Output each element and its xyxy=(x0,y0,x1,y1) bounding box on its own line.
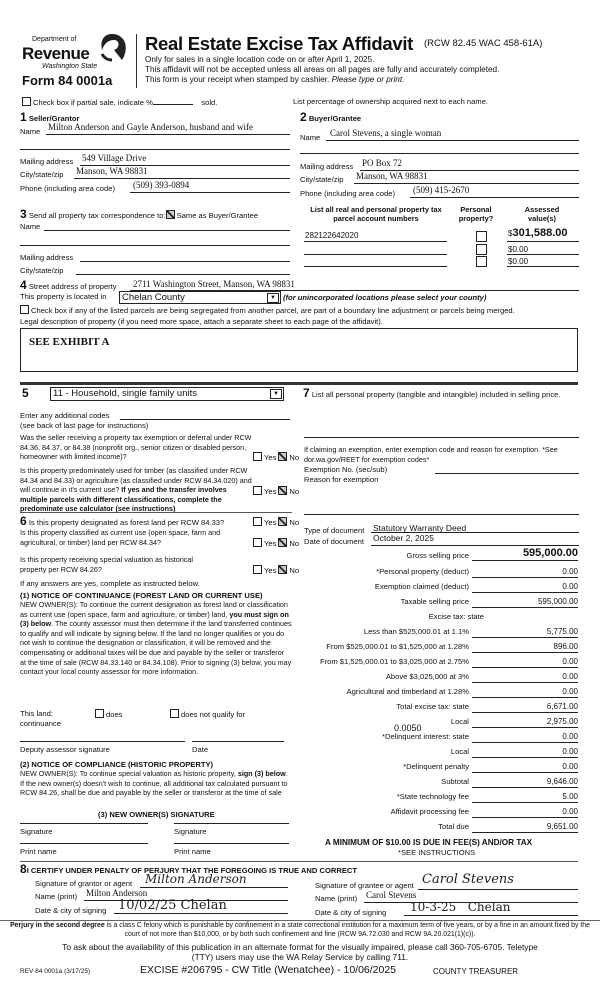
no-label: No xyxy=(289,518,300,527)
tax-row-value[interactable]: 0.00 xyxy=(472,657,578,668)
buyer-city-label: City/state/zip xyxy=(300,175,344,184)
s5-q2-text: Is this property predominately used for timber (as classified under RCW 84.34 and 84.33) or agriculture (as classified under RCW 84.34.020) and will continue in it's current use? xyxy=(20,466,252,495)
section-5-number: 5 xyxy=(22,386,29,400)
yes-label: Yes xyxy=(264,453,277,462)
seller-city-label: City/state/zip xyxy=(20,170,64,179)
notice1-b: you must sign on (3) below xyxy=(20,609,289,629)
tax-row xyxy=(300,702,584,714)
no-label: No xyxy=(289,539,300,548)
tax-row-value[interactable]: 0.00 xyxy=(472,747,578,758)
tax-row xyxy=(300,732,584,744)
reason-label: Reason for exemption xyxy=(304,475,379,484)
tax-row xyxy=(300,792,584,804)
type-or-print-note: Please type or print. xyxy=(331,75,405,84)
checkbox-box[interactable] xyxy=(476,231,487,242)
tax-row-label: Local xyxy=(450,717,469,726)
codes-note: (see back of last page for instructions) xyxy=(20,421,149,430)
tax-row-value[interactable]: 5.00 xyxy=(472,792,578,803)
corr-name-line[interactable] xyxy=(44,230,290,231)
section-number: 2 xyxy=(300,110,307,124)
does-not-option[interactable] xyxy=(170,709,245,719)
tax-row-value[interactable]: 0.00 xyxy=(472,687,578,698)
print-name-label-1: Print name xyxy=(20,847,57,856)
receipt-note: This form is your receipt when stamped by cashier. xyxy=(145,75,330,84)
gross-value[interactable]: 595,000.00 xyxy=(472,547,578,561)
buyer-heading-label: Buyer/Grantee xyxy=(308,114,362,123)
parcel-line xyxy=(304,266,447,267)
tax-row-value[interactable]: 0.00 xyxy=(472,807,578,818)
no-checkbox[interactable] xyxy=(278,452,287,461)
corr-mailing-label: Mailing address xyxy=(20,253,74,262)
parcel-number[interactable]: 282122642020 xyxy=(305,231,359,240)
county-treasurer: COUNTY TREASURER xyxy=(433,967,519,976)
tax-row-label: Total excise tax: state xyxy=(396,702,469,711)
deputy-date-label: Date xyxy=(192,745,209,754)
corr-name-label: Name xyxy=(20,222,41,231)
segregated-label: Check box if any of the listed parcels are being segregated from another parcel, are part of a boundary line adjustment or parcels being merged. xyxy=(31,306,515,315)
grantor-signature[interactable]: Milton Anderson xyxy=(145,872,247,886)
grantee-sig-line xyxy=(418,889,578,890)
tax-row-value[interactable]: 6,671.00 xyxy=(472,702,578,713)
same-as-buyer-checkbox[interactable] xyxy=(166,210,175,219)
grantor-date[interactable]: 10/02/25 Chelan xyxy=(118,898,227,913)
grantee-date-line xyxy=(404,915,578,916)
seller-name-label: Name xyxy=(20,127,41,136)
notice2-text xyxy=(20,769,292,798)
yes-label: Yes xyxy=(264,566,277,575)
this-land-label: This land: xyxy=(20,709,53,718)
legal-label: Legal description of property (if you need more space, attach a separate sheet to each page of the affidavit). xyxy=(20,317,383,326)
no-checkbox[interactable] xyxy=(278,538,287,547)
tax-row-value[interactable]: 0.00 xyxy=(472,567,578,578)
form-number: Form 84 0001a xyxy=(22,73,113,88)
notice2-title: (2) NOTICE OF COMPLIANCE (HISTORIC PROPERTY) xyxy=(20,760,214,769)
seller-mailing-field[interactable]: 549 Village Drive xyxy=(82,153,147,163)
s5-q1: Was the seller receiving a property tax exemption or deferral under RCW 84.36, 84.37, or 84.38 (nonprofit org., senior citizen or disabled person, homeowner with limited income)? xyxy=(20,433,252,462)
s6-q1-text: Is this property designated as forest land per RCW 84.33? xyxy=(28,518,225,527)
exemption-no-line[interactable] xyxy=(435,473,579,474)
tax-row-label: Above $3,025,000 at 3% xyxy=(385,672,469,681)
buyer-phone-label: Phone (including area code) xyxy=(300,189,395,198)
doc-date-label: Date of document xyxy=(304,537,364,546)
form-title-ref: (RCW 82.45 WAC 458-61A) xyxy=(424,38,543,49)
partial-sale-percent[interactable] xyxy=(153,104,193,105)
tax-row xyxy=(300,612,584,624)
tax-row-label: From $1,525,000.01 to $3,025,000 at 2.75% xyxy=(319,657,469,666)
tax-row-value[interactable]: 0.00 xyxy=(472,582,578,593)
s6-q3-answer[interactable] xyxy=(253,565,299,575)
deputy-date-line[interactable] xyxy=(192,741,284,742)
section-number: 8 xyxy=(20,862,27,876)
tax-row xyxy=(300,807,584,819)
section-number: 3 xyxy=(20,207,27,221)
personal-property-checkbox[interactable] xyxy=(476,256,489,268)
seller-name-field[interactable]: Milton Anderson and Gayle Anderson, husband and wife xyxy=(48,122,253,132)
section-number: 1 xyxy=(20,110,27,124)
segregated-option[interactable] xyxy=(20,305,515,315)
tax-row-value[interactable]: 0.00 xyxy=(472,672,578,683)
tax-row-label: From $525,000.01 to $1,525,000 at 1.28% xyxy=(326,642,469,651)
reason-line[interactable] xyxy=(304,514,579,515)
seller-phone-field[interactable]: (509) 393-0894 xyxy=(133,180,190,190)
does-not-checkbox[interactable] xyxy=(170,709,179,718)
no-checkbox[interactable] xyxy=(278,517,287,526)
buyer-mailing-field[interactable]: PO Box 72 xyxy=(362,158,403,168)
assessed-value-text: 0.00 xyxy=(512,257,529,266)
corr-name-line-2[interactable] xyxy=(20,245,290,246)
yes-checkbox[interactable] xyxy=(253,565,262,574)
notice1-a: NEW OWNER(S): To continue the current designation as forest land or classification as current use (open space, farm and agriculture, or timber) land, xyxy=(20,600,288,619)
notice1-c: . The county assessor must then determine if the land transferred continues to qualify and will indicate by signing below. If the land no longer qualifies or you do not wish to continue the designation or classification, it will be removed and the compensating or additional taxes will be due and payable by the seller or transferor at the time of sale (RCW 84.33.140 or 84.34.108). Prior to signing (3) below, you may contact your local county assessor for more information. xyxy=(20,619,292,677)
tax-row-label: Less than $525,000.01 at 1.1% xyxy=(363,627,469,636)
section-divider xyxy=(20,512,292,513)
continuance-label: continuance xyxy=(20,719,61,728)
exemption-no-label: Exemption No. (sec/sub) xyxy=(304,465,388,474)
tax-row xyxy=(300,777,584,789)
accessibility-note: To ask about the availability of this publication in an alternate format for the visually impaired, please call 360-705-6705. Teletype (TTY) users may use the WA Relay Service by calling 711. xyxy=(62,942,538,962)
assessed-line xyxy=(507,266,579,267)
legal-description: SEE EXHIBIT A xyxy=(29,336,110,348)
rev-number: REV 84 0001a (3/17/25) xyxy=(20,968,91,975)
see-instructions: *SEE INSTRUCTIONS xyxy=(398,848,476,857)
use-code-value: 11 - Household, single family units xyxy=(53,388,197,399)
print-name-line-1[interactable] xyxy=(20,843,148,844)
revenue-swirl-icon xyxy=(98,32,126,62)
tax-row xyxy=(300,672,584,684)
no-label: No xyxy=(289,487,300,496)
seller-heading-label: Seller/Grantor xyxy=(28,114,80,123)
certify-text: I CERTIFY UNDER PENALTY OF PERJURY THAT THE FOREGOING IS TRUE AND CORRECT xyxy=(26,866,358,875)
s6-q3: Is this property receiving special valuation as historical property per RCW 84.26? xyxy=(20,555,193,574)
footer-divider xyxy=(0,920,600,921)
section-number: 7 xyxy=(303,386,310,400)
local-rate: 0.0050 xyxy=(394,723,422,733)
tax-row-label: Total due xyxy=(438,822,469,831)
seller-city-field[interactable]: Manson, WA 98831 xyxy=(76,166,148,176)
section-divider xyxy=(20,382,578,385)
personal-property-label xyxy=(303,387,581,401)
buyer-phone-line xyxy=(410,197,579,198)
dropdown-arrow-icon[interactable]: ▼ xyxy=(270,389,282,399)
tax-row-value[interactable]: 9,651.00 xyxy=(472,822,578,833)
no-checkbox[interactable] xyxy=(278,565,287,574)
ownership-note: List percentage of ownership acquired next to each name. xyxy=(293,97,489,106)
currency-symbol: $ xyxy=(508,257,513,266)
tax-row-label: Taxable selling price xyxy=(400,597,469,606)
tax-row-label: Exemption claimed (deduct) xyxy=(374,582,469,591)
tax-row-label: *Delinquent interest: state xyxy=(382,732,469,741)
tax-row xyxy=(300,627,584,639)
personal-col-header: Personal property? xyxy=(458,205,494,223)
deputy-label: Deputy assessor signature xyxy=(20,745,110,754)
buyer-phone-field[interactable]: (509) 415-2670 xyxy=(413,185,470,195)
assessed-value-text: 0.00 xyxy=(512,244,529,254)
seller-phone-label: Phone (including area code) xyxy=(20,184,115,193)
county-note: (for unincorporated locations please select your county) xyxy=(283,293,487,302)
personal-property-text: List all personal property (tangible and intangible) included in selling price. xyxy=(311,390,561,399)
notice2-a: NEW OWNER(S): To continue special valuation as historic property, xyxy=(20,769,236,778)
personal-property-line[interactable] xyxy=(304,437,579,438)
print-name-label-2: Print name xyxy=(174,847,211,856)
tax-row-label: Agricultural and timberland at 1.28% xyxy=(346,687,469,696)
tax-row-label: Local xyxy=(450,747,469,756)
county-value: Chelan County xyxy=(122,292,185,303)
notice2-b: sign (3) below xyxy=(237,769,286,778)
tax-row-value[interactable]: 2,975.00 xyxy=(472,717,578,728)
tax-row-value[interactable]: 595,000.00 xyxy=(472,597,578,608)
subtitle-1: Only for sales in a single location code on or after April 1, 2025. xyxy=(145,55,375,64)
dept-line2: Revenue xyxy=(22,44,90,63)
tax-row-value[interactable]: 5,775.00 xyxy=(472,627,578,638)
personal-property-checkbox[interactable] xyxy=(476,244,489,256)
tax-row-label: Subtotal xyxy=(441,777,469,786)
use-code-select[interactable] xyxy=(50,387,284,401)
checkbox-box[interactable] xyxy=(476,256,487,267)
subtitle-2: This affidavit will not be accepted unless all areas on all pages are fully and accurately completed. xyxy=(145,65,500,74)
seller-mailing-label: Mailing address xyxy=(20,157,74,166)
new-owner-signature-title: (3) NEW OWNER(S) SIGNATURE xyxy=(98,810,215,819)
grantee-sig-label: Signature of grantee or agent xyxy=(315,881,414,890)
perjury-bold: Perjury in the second degree xyxy=(10,922,105,929)
county-select[interactable] xyxy=(119,291,281,304)
minimum-note: A MINIMUM OF $10.00 IS DUE IN FEE(S) AND/OR TAX xyxy=(325,838,533,847)
currency-symbol: $ xyxy=(508,244,513,254)
notice1-text xyxy=(20,600,292,677)
does-not-label: does not qualify for xyxy=(181,710,246,719)
yes-label: Yes xyxy=(264,487,277,496)
no-label: No xyxy=(289,453,300,462)
grantee-date[interactable]: 10-3-25 Chelan xyxy=(410,900,511,914)
assessed-value-text: 301,588.00 xyxy=(512,227,568,239)
seller-phone-line xyxy=(130,192,290,193)
checkbox-box[interactable] xyxy=(476,244,487,255)
does-label: does xyxy=(106,710,123,719)
buyer-name-line-2 xyxy=(300,153,579,154)
header-divider xyxy=(136,34,137,88)
segregated-checkbox[interactable] xyxy=(20,305,29,314)
doc-date-field[interactable]: October 2, 2025 xyxy=(373,533,434,543)
assessed-value[interactable] xyxy=(508,227,568,240)
yes-checkbox[interactable] xyxy=(253,452,262,461)
buyer-name-label: Name xyxy=(300,133,321,142)
currency-symbol: $ xyxy=(508,229,513,238)
partial-sale[interactable] xyxy=(22,97,217,107)
grantor-sig-label: Signature of grantor or agent xyxy=(35,879,133,888)
seller-name-line xyxy=(46,134,290,135)
parcel-col-header: List all real and personal property tax parcel account numbers xyxy=(310,205,442,223)
doc-type-label: Type of document xyxy=(304,526,365,535)
no-label: No xyxy=(289,566,300,575)
tax-row-value[interactable]: 9,646.00 xyxy=(472,777,578,788)
grantee-signature[interactable]: Carol Stevens xyxy=(422,872,514,887)
grantor-sig-line xyxy=(140,887,288,888)
tax-row-label: *Delinquent penalty xyxy=(403,762,469,771)
tax-row xyxy=(300,582,584,594)
section-number: 6 xyxy=(20,514,27,528)
yes-checkbox[interactable] xyxy=(253,517,262,526)
grantor-date-label: Date & city of signing xyxy=(35,906,107,915)
excise-stamp: EXCISE #206795 - CW Title (Wenatchee) - 10/06/2025 xyxy=(140,964,397,976)
parcel-line xyxy=(304,254,447,255)
buyer-city-field[interactable]: Manson, WA 98831 xyxy=(356,171,428,181)
perjury-text: is a class C felony which is punishable by confinement in a state correctional institution for a maximum term of five years, or by a fine in an amount fixed by the court of not more than $10,000, or by both such confinement and fine (RCW 9A.72.030 and RCW 9A.20.021(1)(c)). xyxy=(106,922,590,938)
legal-description-box[interactable] xyxy=(20,328,578,372)
doc-date-line xyxy=(371,545,579,546)
buyer-name-field[interactable]: Carol Stevens, a single woman xyxy=(330,128,442,138)
grantee-date-label: Date & city of signing xyxy=(315,908,387,917)
yes-label: Yes xyxy=(264,539,277,548)
tax-row xyxy=(300,597,584,609)
s6-q2: Is this property classified as current use (open space, farm and agricultural, or timber) land per RCW 84.34? xyxy=(20,528,221,547)
owner-signature-line-1[interactable] xyxy=(20,823,148,824)
dropdown-arrow-icon[interactable]: ▼ xyxy=(267,293,279,303)
no-checkbox[interactable] xyxy=(278,486,287,495)
tax-row-value[interactable]: 896.00 xyxy=(472,642,578,653)
does-option[interactable] xyxy=(95,709,122,719)
subtitle-3 xyxy=(145,75,404,85)
buyer-mailing-label: Mailing address xyxy=(300,162,354,171)
tax-row xyxy=(300,762,584,774)
parcel-line xyxy=(304,241,447,242)
tax-row xyxy=(300,657,584,669)
buyer-city-line xyxy=(354,183,579,184)
perjury-note xyxy=(6,922,594,939)
tax-row xyxy=(300,822,584,834)
notice1-title: (1) NOTICE OF CONTINUANCE (FOREST LAND OR CURRENT USE) xyxy=(20,591,263,600)
codes-label: Enter any additional codes xyxy=(20,411,110,420)
gross-label: Gross selling price xyxy=(406,551,469,560)
doc-type-field[interactable]: Statutory Warranty Deed xyxy=(373,523,467,533)
tax-row xyxy=(300,642,584,654)
street-field[interactable]: 2711 Washington Street, Manson, WA 98831 xyxy=(133,279,295,289)
assessed-line xyxy=(507,254,579,255)
buyer-name-line xyxy=(326,140,579,141)
yes-checkbox[interactable] xyxy=(253,486,262,495)
section-number: 4 xyxy=(20,278,27,292)
seller-name-line-2 xyxy=(20,149,290,150)
corr-city-line[interactable] xyxy=(76,274,290,275)
correspondence-label: Send all property tax correspondence to: xyxy=(28,211,166,220)
corr-city-label: City/state/zip xyxy=(20,266,64,275)
partial-sale-label: Check box if partial sale, indicate % xyxy=(33,98,153,107)
located-label: This property is located in xyxy=(20,292,107,301)
tax-row-label: *State technology fee xyxy=(396,792,469,801)
same-as-buyer-label: Same as Buyer/Grantee xyxy=(176,211,259,220)
s6-q1 xyxy=(20,514,224,528)
assessed-col-header: Assessed value(s) xyxy=(524,205,560,223)
if-yes-note: If any answers are yes, complete as instructed below. xyxy=(20,579,200,588)
dept-line3: Washington State xyxy=(42,63,98,70)
print-name-line-2[interactable] xyxy=(174,843,289,844)
s5-q2-answer[interactable] xyxy=(253,486,299,496)
street-label xyxy=(20,278,117,292)
tax-row xyxy=(300,687,584,699)
tax-row-value[interactable]: 0.00 xyxy=(472,762,578,773)
partial-sale-checkbox[interactable] xyxy=(22,97,31,106)
gross-selling-price-row xyxy=(300,547,584,563)
codes-line[interactable] xyxy=(120,419,290,420)
tax-row xyxy=(300,717,584,729)
tax-row-label: Excise tax: state xyxy=(428,612,484,621)
seller-city-line xyxy=(74,178,290,179)
grantor-date-line xyxy=(114,913,288,914)
correspondence-heading xyxy=(20,207,258,221)
grantor-name[interactable]: Milton Anderson xyxy=(86,888,148,898)
yes-checkbox[interactable] xyxy=(253,538,262,547)
street-label-text: Street address of property xyxy=(28,282,117,291)
buyer-heading xyxy=(300,110,361,124)
grantor-name-label: Name (print) xyxy=(35,892,78,901)
personal-property-checkbox[interactable] xyxy=(476,231,489,243)
s5-q2-bold: If yes and the transfer involves multiple parcels with different classifications, complete the predominate use calculator (see instructions) xyxy=(20,485,227,514)
tax-row xyxy=(300,567,584,579)
s5-q2 xyxy=(20,466,252,514)
tax-row-label: *Personal property (deduct) xyxy=(376,567,469,576)
tax-row-value[interactable]: 0.00 xyxy=(472,732,578,743)
tax-row xyxy=(300,747,584,759)
s6-q2-answer[interactable] xyxy=(253,538,299,548)
tax-row-label: Affidavit processing fee xyxy=(390,807,469,816)
signature-label-1: Signature xyxy=(20,827,53,836)
signature-label-2: Signature xyxy=(174,827,207,836)
grantee-name-label: Name (print) xyxy=(315,894,358,903)
form-title: Real Estate Excise Tax Affidavit xyxy=(145,33,414,54)
assessed-line xyxy=(507,241,579,242)
grantee-name[interactable]: Carol Stevens xyxy=(366,890,417,900)
s5-q1-answer[interactable] xyxy=(253,452,299,462)
owner-signature-line-2[interactable] xyxy=(174,823,289,824)
s6-q1-answer[interactable] xyxy=(253,517,299,527)
does-checkbox[interactable] xyxy=(95,709,104,718)
corr-mailing-line[interactable] xyxy=(80,261,290,262)
notice2-c: . If the new owner(s) doesn't wish to continue, all additional tax calculated pursuant to RCW 84.26, shall be due and payable by the seller or transferor at the time of sale xyxy=(20,769,288,798)
dept-line1: Department of xyxy=(32,36,77,43)
yes-label: Yes xyxy=(264,518,277,527)
deputy-signature-line[interactable] xyxy=(20,741,185,742)
exemption-note: If claiming an exemption, enter exemption code and reason for exemption. *See dor.wa.gov/REET for exemption codes* xyxy=(304,445,558,464)
partial-sale-suffix: sold. xyxy=(201,98,218,107)
